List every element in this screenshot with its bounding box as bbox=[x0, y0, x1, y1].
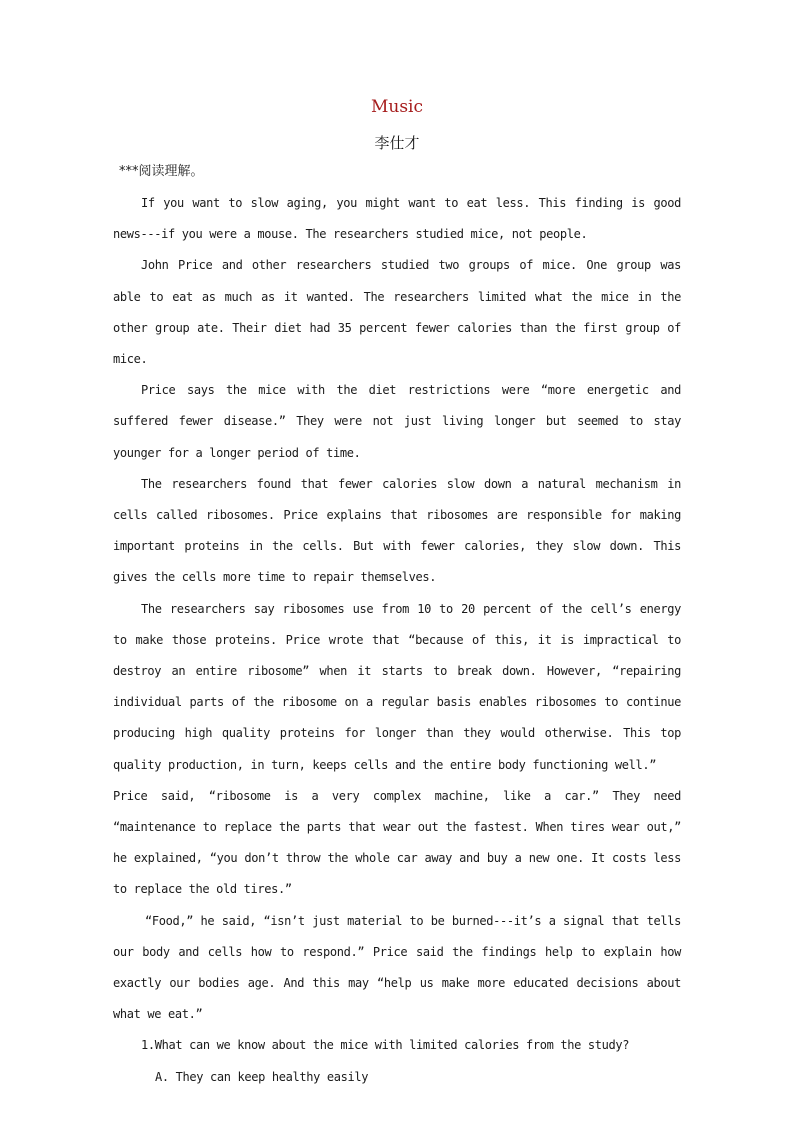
paragraph-6: Price said, “ribosome is a very complex machine, like a car.” They need “maintenance to replace the parts that wear out the fastest. When tires wear out,” he explained, “you don’t throw the whole car away and buy a new one. It costs less to replace the old tires.” bbox=[113, 788, 681, 897]
paragraph-3: Price says the mice with the diet restrictions were “more energetic and suffered fewer disease.” They were not just living longer but seemed to stay younger for a longer period of time. bbox=[113, 383, 681, 460]
reading-passage bbox=[113, 188, 681, 1093]
paragraph-2: John Price and other researchers studied two groups of mice. One group was able to eat as much as it wanted. The researchers limited what the mice in the other group ate. Their diet had 35 percent fewer calories than the first group of mice. bbox=[113, 258, 681, 367]
section-instruction: ***阅读理解。 bbox=[119, 164, 204, 179]
paragraph-1: If you want to slow aging, you might want to eat less. This finding is good news---if you were a mouse. The researchers studied mice, not people. bbox=[113, 196, 681, 242]
paragraph-7: “Food,” he said, “isn’t just material to be burned---it’s a signal that tells our body and cells how to respond.” Price said the findings help to explain how exactly our bodies age. And this may “help us make more educated decisions about what we eat.” bbox=[113, 913, 681, 1022]
paragraph-4: The researchers found that fewer calories slow down a natural mechanism in cells called ribosomes. Price explains that ribosomes are responsible for making important proteins in the cells. But with fewer calories, they slow down. This gives the cells more time to repair themselves. bbox=[113, 476, 681, 585]
question-1: 1.What can we know about the mice with limited calories from the study? bbox=[141, 1038, 630, 1053]
document-author: 李仕才 bbox=[374, 134, 420, 152]
document-title: Music bbox=[370, 97, 424, 117]
question-1-option-a: A. They can keep healthy easily bbox=[155, 1069, 369, 1084]
paragraph-5: The researchers say ribosomes use from 10 to 20 percent of the cell’s energy to make those proteins. Price wrote that “because of this, it is impractical to destroy an entire ribosome” when it starts to break down. However, “repairing individual parts of the ribosome on a regular basis enables ribosomes to continue producing high quality proteins for longer than they would otherwise. This top quality production, in turn, keeps cells and the entire body functioning well.” bbox=[113, 601, 681, 772]
